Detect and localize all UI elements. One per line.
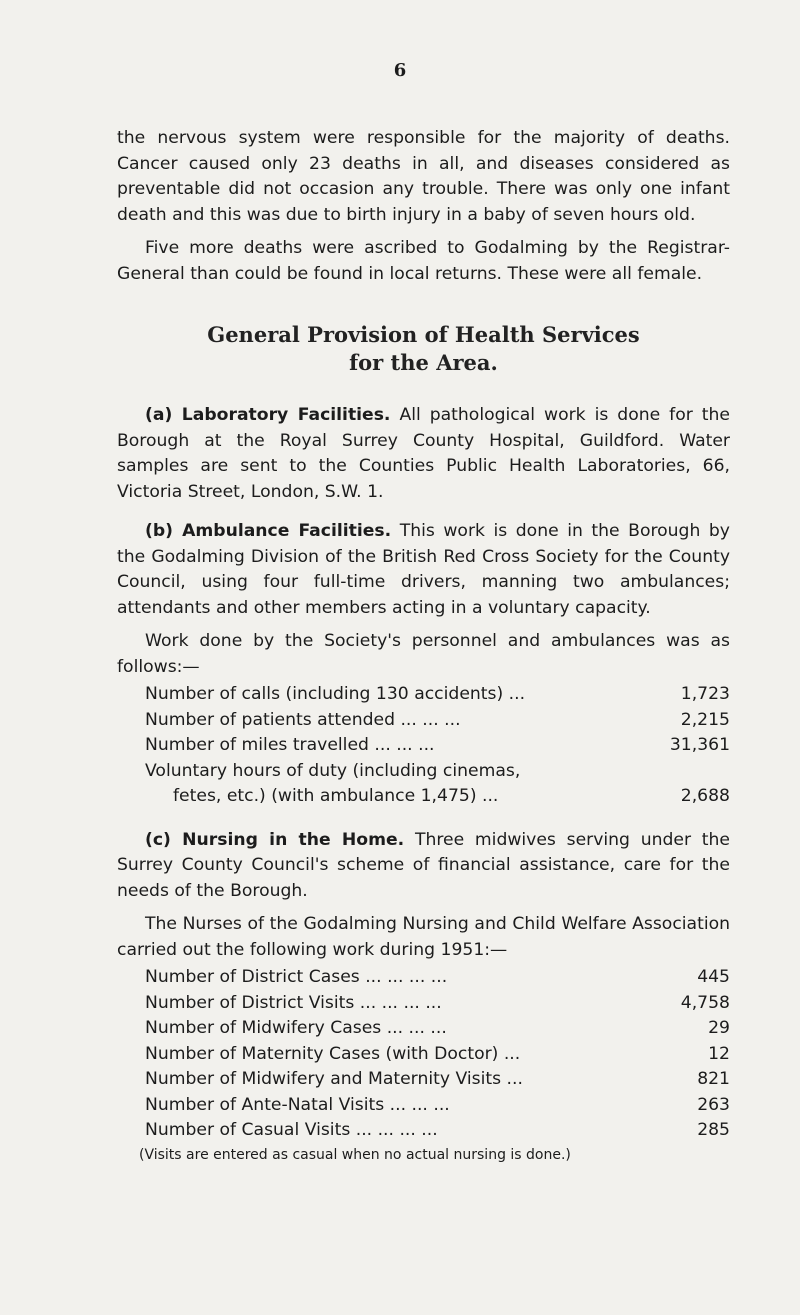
table-row [145,733,730,759]
nursing-heading: (c) Nursing in the Home. [145,829,405,850]
row-label: Number of Midwifery and Maternity Visits ... [145,1069,523,1089]
section-heading [117,321,730,377]
nursing-association-paragraph: The Nurses of the Godalming Nursing and Child Welfare Association carried out the following work during 1951:— [117,914,730,960]
table-row [145,682,730,708]
row-label: Voluntary hours of duty (including cinemas, [145,760,521,781]
nursing-text: Three midwives serving under the Surrey County Council's scheme of financial assistance, care for the needs of the Borough. [117,829,730,901]
table-row [145,965,730,991]
row-label: Number of miles travelled ... ... ... [145,735,435,755]
table-row [145,991,730,1017]
table-row [145,1067,730,1093]
row-label: Number of patients attended ... ... ... [145,709,461,730]
nursing-paragraph [117,828,730,905]
row-label: Number of Ante-Natal Visits ... ... ... [145,1094,450,1115]
ambulance-work-intro: Work done by the Society's personnel and ambulances was as follows:— [117,631,730,677]
row-value: 1,723 [680,684,730,704]
ambulance-text: This work is done in the Borough by the Godalming Division of the British Red Cross Society for the County Council, using four full-time drivers, manning two ambulances; attendants and other members acting in a voluntary capacity. [117,521,730,618]
table-row [145,1016,730,1042]
row-label: Number of District Visits ... ... ... ... [145,992,442,1013]
nursing-footnote: (Visits are entered as casual when no actual nursing is done.) [139,1146,571,1163]
table-row [145,759,730,785]
page-number: 6 [393,60,407,81]
row-value: 263 [697,1094,730,1115]
table-row [145,1042,730,1068]
section-heading-line: for the Area. [349,350,498,375]
laboratory-heading: (a) Laboratory Facilities. [145,405,391,425]
ambulance-paragraph [117,519,730,621]
table-row [145,1093,730,1119]
row-label: Number of Midwifery Cases ... ... ... [145,1018,447,1038]
row-label: fetes, etc.) (with ambulance 1,475) ... [173,786,499,806]
row-label: Number of District Cases ... ... ... ... [145,967,448,987]
row-value: 4,758 [680,992,730,1013]
row-value: 821 [697,1069,730,1089]
row-value: 31,361 [669,735,730,755]
intro-paragraph: Five more deaths were ascribed to Godalming by the Registrar-General than could be found in local returns. These were all female. [117,238,730,284]
row-value: 12 [708,1043,730,1064]
nursing-stats-table [117,965,730,1144]
row-value: 445 [697,967,730,987]
intro-paragraph: the nervous system were responsible for the majority of deaths. Cancer caused only 23 deaths in all, and diseases considered as preventable did not occasion any trouble. There was only one infant death and this was due to birth injury in a baby of seven hours old. [117,128,730,225]
ambulance-heading: (b) Ambulance Facilities. [145,521,392,541]
row-value: 2,215 [680,709,730,730]
laboratory-paragraph [117,403,730,505]
row-value: 2,688 [680,786,730,806]
table-row [145,1118,730,1144]
table-row [145,708,730,734]
row-label: Number of Maternity Cases (with Doctor) ... [145,1043,521,1064]
row-label: Number of Casual Visits ... ... ... ... [145,1120,438,1140]
row-value: 285 [697,1120,730,1140]
section-heading-line: General Provision of Health Services [207,322,640,347]
laboratory-text: All pathological work is done for the Borough at the Royal Surrey County Hospital, Guildford. Water samples are sent to the Counties Public Health Laboratories, 66, Victoria Street, London, S.W. 1. [117,405,730,502]
ambulance-stats-table [117,682,730,810]
row-label: Number of calls (including 130 accidents) ... [145,684,526,704]
table-row [145,784,730,810]
row-value: 29 [708,1018,730,1038]
document-body [117,126,730,1166]
